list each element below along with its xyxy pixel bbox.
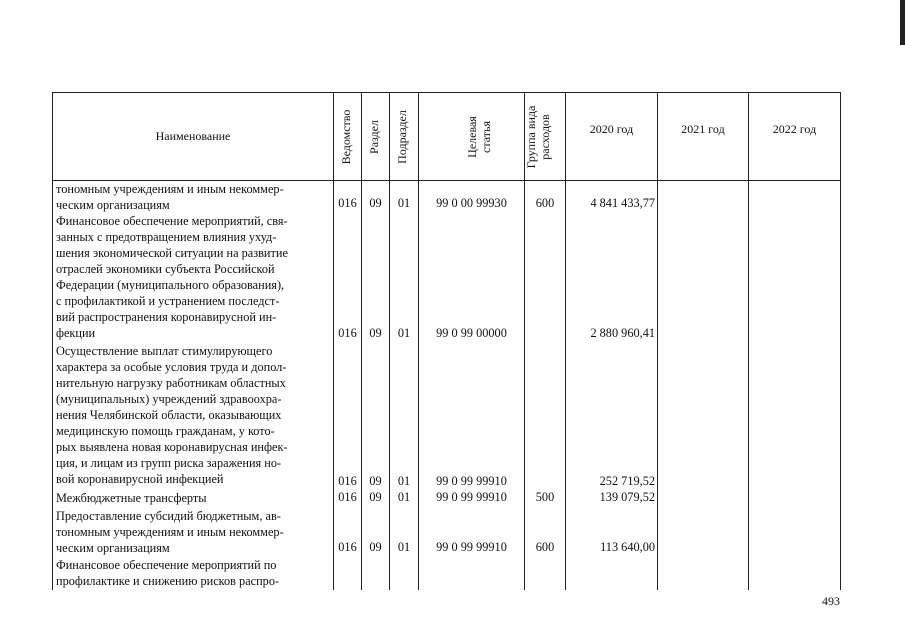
col-border <box>389 92 390 590</box>
text-line: Федерации (муниципального образования), <box>56 278 285 292</box>
text-line: вой коронавирусной инфекцией <box>56 472 224 486</box>
cell-razdel: 09 <box>369 474 382 488</box>
text-line: характера за особые условия труда и допол- <box>56 360 287 374</box>
text-line: Финансовое обеспечение мероприятий, свя- <box>56 214 288 228</box>
header-razdel: Раздел <box>367 120 381 154</box>
cell-target: 99 0 99 00000 <box>436 326 507 340</box>
cell-vedomstvo: 016 <box>338 540 357 554</box>
cell-target: 99 0 99 99910 <box>436 540 507 554</box>
text-line: тономным учреждениям и иным некоммер- <box>56 182 284 196</box>
cell-podrazdel: 01 <box>397 196 411 210</box>
text-line: профилактике и снижению рисков распро- <box>56 574 280 588</box>
col-border <box>333 92 334 590</box>
col-border <box>565 92 566 590</box>
cell-group: 600 <box>535 540 555 554</box>
col-border <box>840 92 841 590</box>
text-line: Предоставление субсидий бюджетным, ав- <box>56 509 281 523</box>
table-top-border <box>52 92 840 93</box>
text-line: Осуществление выплат стимулирующего <box>56 344 273 358</box>
text-line: нительную нагрузку работникам областных <box>56 376 286 390</box>
cell-target: 99 0 99 99910 <box>436 474 507 488</box>
cell-vedomstvo: 016 <box>338 326 357 340</box>
col-border <box>361 92 362 590</box>
header-2022: 2022 год <box>772 122 817 136</box>
cell-2020: 252 719,52 <box>599 474 655 488</box>
cell-podrazdel: 01 <box>397 540 411 554</box>
cell-razdel: 09 <box>369 196 382 210</box>
col-border <box>748 92 749 590</box>
table-row-name <box>56 213 331 341</box>
text-line: ческим организациям <box>56 541 170 555</box>
cell-target: 99 0 99 99910 <box>436 490 507 504</box>
text-line: фекции <box>56 326 96 340</box>
page-number: 493 <box>822 594 840 608</box>
text-line: медицинскую помощь гражданам, у кото- <box>56 424 275 438</box>
col-border <box>418 92 419 590</box>
text-line: (муниципальных) учреждений здравоохра- <box>56 392 282 406</box>
cell-podrazdel: 01 <box>397 490 411 504</box>
text-line: ция, и лицам из групп риска заражения но- <box>56 456 282 470</box>
scan-edge-mark <box>900 0 905 45</box>
cell-razdel: 09 <box>369 490 382 504</box>
cell-target: 99 0 00 99930 <box>436 196 507 210</box>
text-line: ческим организациям <box>56 198 170 212</box>
header-2021: 2021 год <box>681 122 725 136</box>
table-row-name <box>56 181 331 213</box>
cell-razdel: 09 <box>369 326 382 340</box>
header-podrazdel: Подраздел <box>395 110 409 164</box>
header-target-line2: статья <box>479 121 493 153</box>
cell-2020: 2 880 960,41 <box>590 326 655 340</box>
cell-2020: 113 640,00 <box>600 540 655 554</box>
cell-group: 600 <box>535 196 555 210</box>
cell-2020: 139 079,52 <box>599 490 655 504</box>
cell-group: 500 <box>535 490 555 504</box>
text-line: Финансовое обеспечение мероприятий по <box>56 558 277 572</box>
cell-vedomstvo: 016 <box>338 196 357 210</box>
table-row-name <box>56 508 331 556</box>
header-vedomstvo: Ведомство <box>339 109 353 165</box>
header-name: Наименование <box>155 129 231 143</box>
cell-vedomstvo: 016 <box>338 474 357 488</box>
header-group-line2: расходов <box>538 114 552 160</box>
cell-vedomstvo: 016 <box>338 490 357 504</box>
cell-2020: 4 841 433,77 <box>590 196 655 210</box>
header-group-line1: Группа вида <box>524 105 538 169</box>
text-line: отраслей экономики субъекта Российской <box>56 262 275 276</box>
header-2020: 2020 год <box>589 122 634 136</box>
table-row-name <box>56 343 331 487</box>
text-line: занных с предотвращением влияния ухуд- <box>56 230 277 244</box>
cell-razdel: 09 <box>369 540 382 554</box>
text-line: Межбюджетные трансферты <box>56 491 207 505</box>
table-row-name <box>56 490 331 506</box>
cell-podrazdel: 01 <box>397 326 411 340</box>
table-row-name <box>56 557 331 589</box>
text-line: тономным учреждениям и иным некоммер- <box>56 525 284 539</box>
header-target-line1: Целевая <box>465 116 479 158</box>
text-line: вий распространения коронавирусной ин- <box>56 310 277 324</box>
text-line: рых выявлена новая коронавирусная инфек- <box>56 440 288 454</box>
text-line: с профилактикой и устранением последст- <box>56 294 280 308</box>
text-line: шения экономической ситуации на развитие <box>56 246 288 260</box>
col-border <box>52 92 53 590</box>
cell-podrazdel: 01 <box>397 474 411 488</box>
text-line: нения Челябинской области, оказывающих <box>56 408 282 422</box>
col-border <box>657 92 658 590</box>
